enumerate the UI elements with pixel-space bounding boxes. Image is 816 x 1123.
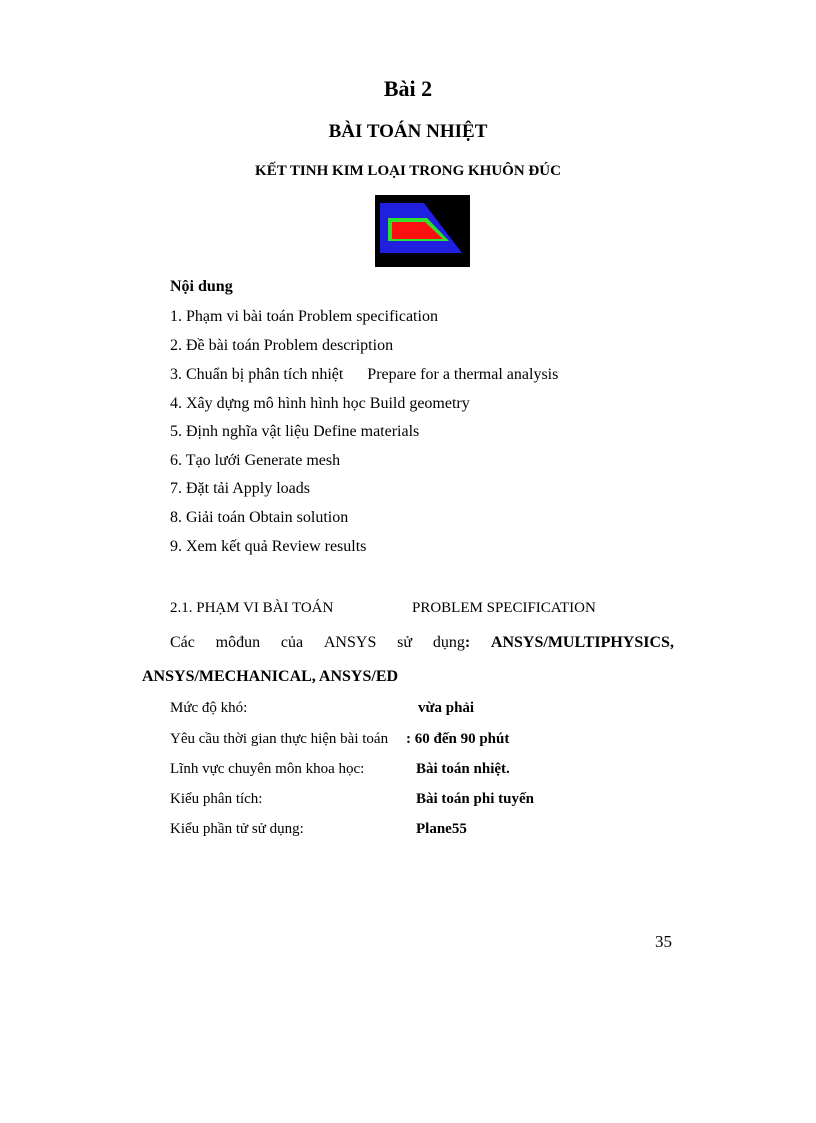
modules-line: [170, 634, 674, 652]
section-heading-vi: 2.1. PHẠM VI BÀI TOÁN: [170, 600, 334, 616]
modules-list-1: ANSYS/MULTIPHYSICS,: [490, 634, 674, 651]
contents-item: 3. Chuẩn bị phân tích nhiệt Prepare for a thermal analysis: [170, 366, 559, 383]
spec-value-field: Bài toán nhiệt.: [416, 761, 510, 777]
modules-word: ANSYS: [323, 634, 377, 651]
spec-value-element: Plane55: [416, 821, 467, 837]
contents-heading: Nội dung: [170, 278, 233, 295]
modules-word: Các: [170, 634, 195, 651]
modules-word: môđun: [215, 634, 261, 651]
spec-label-difficulty: Mức độ khó:: [170, 700, 248, 716]
contents-item: 9. Xem kết quả Review results: [170, 538, 367, 555]
modules-list-2: ANSYS/MECHANICAL, ANSYS/ED: [142, 668, 399, 685]
spec-value-time: : 60 đến 90 phút: [406, 731, 510, 747]
modules-word: của: [280, 634, 304, 651]
page-number: 35: [655, 932, 672, 951]
modules-word: sử: [397, 634, 413, 651]
page-title: BÀI TOÁN NHIỆT: [328, 121, 488, 142]
spec-label-element: Kiểu phần tử sử dụng:: [170, 821, 304, 837]
spec-value-analysis: Bài toán phi tuyến: [416, 791, 534, 807]
contents-item: 5. Định nghĩa vật liệu Define materials: [170, 423, 420, 440]
contents-item: 4. Xây dựng mô hình hình học Build geometry: [170, 395, 470, 412]
lesson-number: Bài 2: [383, 76, 433, 101]
contents-item: 2. Đề bài toán Problem description: [170, 337, 394, 354]
section-heading-en: PROBLEM SPECIFICATION: [412, 600, 596, 616]
thermal-contour-figure: [375, 195, 470, 267]
contents-item: 1. Phạm vi bài toán Problem specification: [170, 308, 438, 325]
spec-label-field: Lĩnh vực chuyên môn khoa học:: [170, 761, 365, 777]
spec-label-analysis: Kiểu phân tích:: [170, 791, 263, 807]
spec-label-time: Yêu cầu thời gian thực hiện bài toán: [170, 731, 389, 747]
contents-item: 8. Giải toán Obtain solution: [170, 509, 349, 526]
modules-colon: :: [464, 634, 471, 651]
page-subtitle: KẾT TINH KIM LOẠI TRONG KHUÔN ĐÚC: [255, 163, 561, 179]
spec-value-difficulty: vừa phải: [418, 700, 475, 716]
contents-item: 7. Đặt tải Apply loads: [170, 480, 310, 497]
contents-item: 6. Tạo lưới Generate mesh: [170, 452, 341, 469]
modules-word-last: dụng:: [432, 634, 471, 651]
